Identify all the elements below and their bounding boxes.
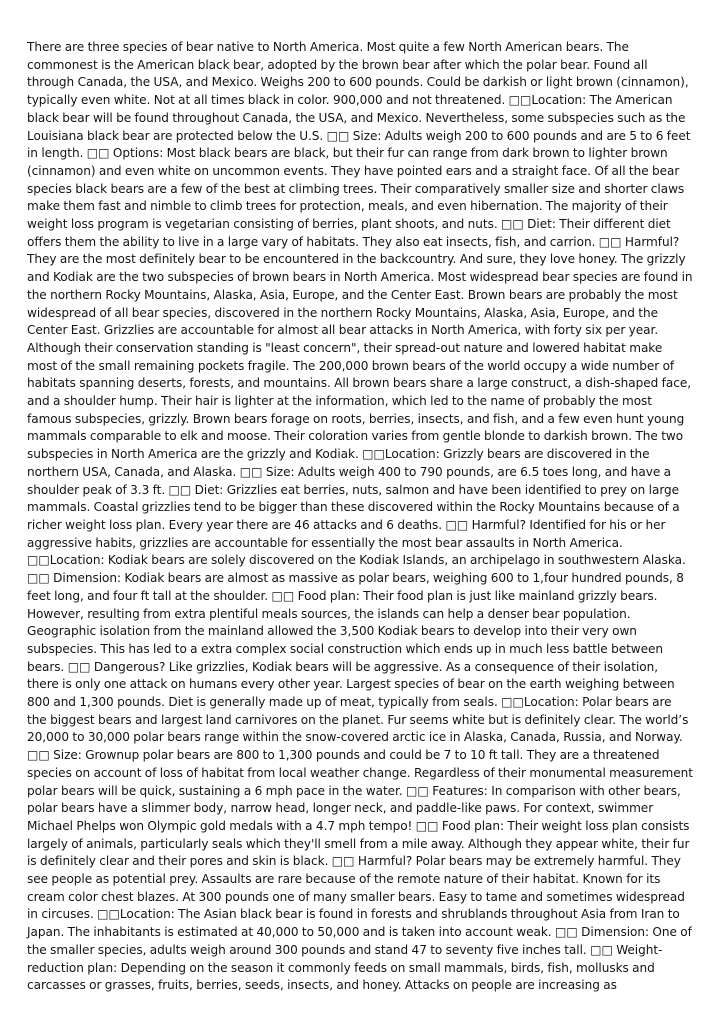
body-text: There are three species of bear native to North America. Most quite a few North American bears. The commonest is the American black bear, adopted by the brown bear after which the polar bear. Found all through Canada, the USA, and Mexico. Weighs 200 to 600 pounds. Could be darkish or light brown (cinnamon), typically even white. Not at all times black in color. 900,000 and not threatened. □□Location: The American black bear will be found throughout Canada, the USA, and Mexico. Nevertheless, some subspecies such as the Louisiana black bear are protected below the U.S. □□ Size: Adults weigh 200 to 600 pounds and are 5 to 6 feet in length. □□ Options: Most black bears are black, but their fur can range from dark brown to lighter brown (cinnamon) and even white on uncommon events. They have pointed ears and a straight face. Of all the bear species black bears are a few of the best at climbing trees. Their comparatively smaller size and shorter claws make them fast and nimble to climb trees for protection, meals, and even hibernation. The majority of their weight loss program is vegetarian consisting of berries, plant shoots, and nuts. □□ Diet: Their different diet offers them the ability to live in a large vary of habitats. They also eat insects, fish, and carrion. □□ Harmful? They are the most definitely bear to be encountered in the backcountry. And sure, they love honey. The grizzly and Kodiak are the two subspecies of brown bears in North America. Most widespread bear species are found in the northern Rocky Mountains, Alaska, Asia, Europe, and the Center East. Brown bears are probably the most widespread of all bear species, discovered in the northern Rocky Mountains, Alaska, Asia, Europe, and the Center East. Grizzlies are accountable for almost all bear attacks in North America, with forty six per year. Although their conservation standing is "least concern", their spread-out nature and lowered habitat make most of the small remaining pockets fragile. The 200,000 brown bears of the world occupy a wide number of habitats spanning deserts, forests, and mountains. All brown bears share a large construct, a dish-shaped face, and a shoulder hump. Their hair is lighter at the information, which led to the name of probably the most famous subspecies, grizzly. Brown bears forage on roots, berries, insects, and fish, and a few even hunt young mammals comparable to elk and moose. Their coloration varies from gentle blonde to darkish brown. The two subspecies in North America are the grizzly and Kodiak. □□Location: Grizzly bears are discovered in the northern USA, Canada, and Alaska. □□ Size: Adults weigh 400 to 790 pounds, are 6.5 toes long, and have a shoulder peak of 3.3 ft. □□ Diet: Grizzlies eat berries, nuts, salmon and have been identified to prey on large mammals. Coastal grizzlies tend to be bigger than these discovered within the Rocky Mountains because of a richer weight loss plan. Every year there are 46 attacks and 6 deaths. □□ Harmful? Identified for his or her aggressive habits, grizzlies are accountable for essentially the most bear assaults in North America. □□Location: Kodiak bears are solely discovered on the Kodiak Islands, an archipelago in southwestern Alaska. □□ Dimension: Kodiak bears are almost as massive as polar bears, weighing 600 to 1,four hundred pounds, 8 feet long, and four ft tall at the shoulder. □□ Food plan: Their food plan is just like mainland grizzly bears. However, resulting from extra plentiful meals sources, the islands can help a denser bear population. Geographic isolation from the mainland allowed the 3,500 Kodiak bears to develop into their very own subspecies. This has led to a extra complex social construction which ends up in much less battle between bears. □□ Dangerous? Like grizzlies, Kodiak bears will be aggressive. As a consequence of their isolation, there is only one attack on humans every other year. Largest species of bear on the earth weighing between 800 and 1,300 pounds. Diet is generally made up of meat, typically from seals. □□Location: Polar bears are the biggest bears and largest land carnivores on the planet. Fur seems white but is definitely clear. The world’s 20,000 to 30,000 polar bears range within the snow-covered arctic ice in Alaska, Canada, Russia, and Norway. □□ Size: Grownup polar bears are 800 to 1,300 pounds and could be 7 to 10 ft tall. They are a threatened species on account of loss of habitat from local weather change. Regardless of their monumental measurement polar bears will be quick, sustaining a 6 mph pace in the water. □□ Features: In comparison with other bears, polar bears have a slimmer body, narrow head, longer neck, and paddle-like paws. For context, swimmer Michael Phelps won Olympic gold medals with a 4.7 mph tempo! □□ Food plan: Their weight loss plan consists largely of animals, particularly seals which they'll smell from a mile away. Although they appear white, their fur is definitely clear and their pores and skin is black. □□ Harmful? Polar bears may be extremely harmful. They see people as potential prey. Assaults are rare because of the remote nature of their habitat. Known for its cream color chest blazes. At 300 pounds one of many smaller bears. Easy to tame and sometimes widespread in circuses. □□Location: The Asian black bear is found in forests and shrublands throughout Asia from Iran to Japan. The inhabitants is estimated at 40,000 to 50,000 and is taken into account weak. □□ Dimension: One of the smaller species, adults weigh around 300 pounds and stand 47 to seventy five inches tall. □□ Weight-reduction plan: Depending on the season it commonly feeds on small mammals, birds, fish, mollusks and carcasses or grasses, fruits, berries, seeds, insects, and honey. Attacks on people are increasing as [27, 40, 693, 993]
